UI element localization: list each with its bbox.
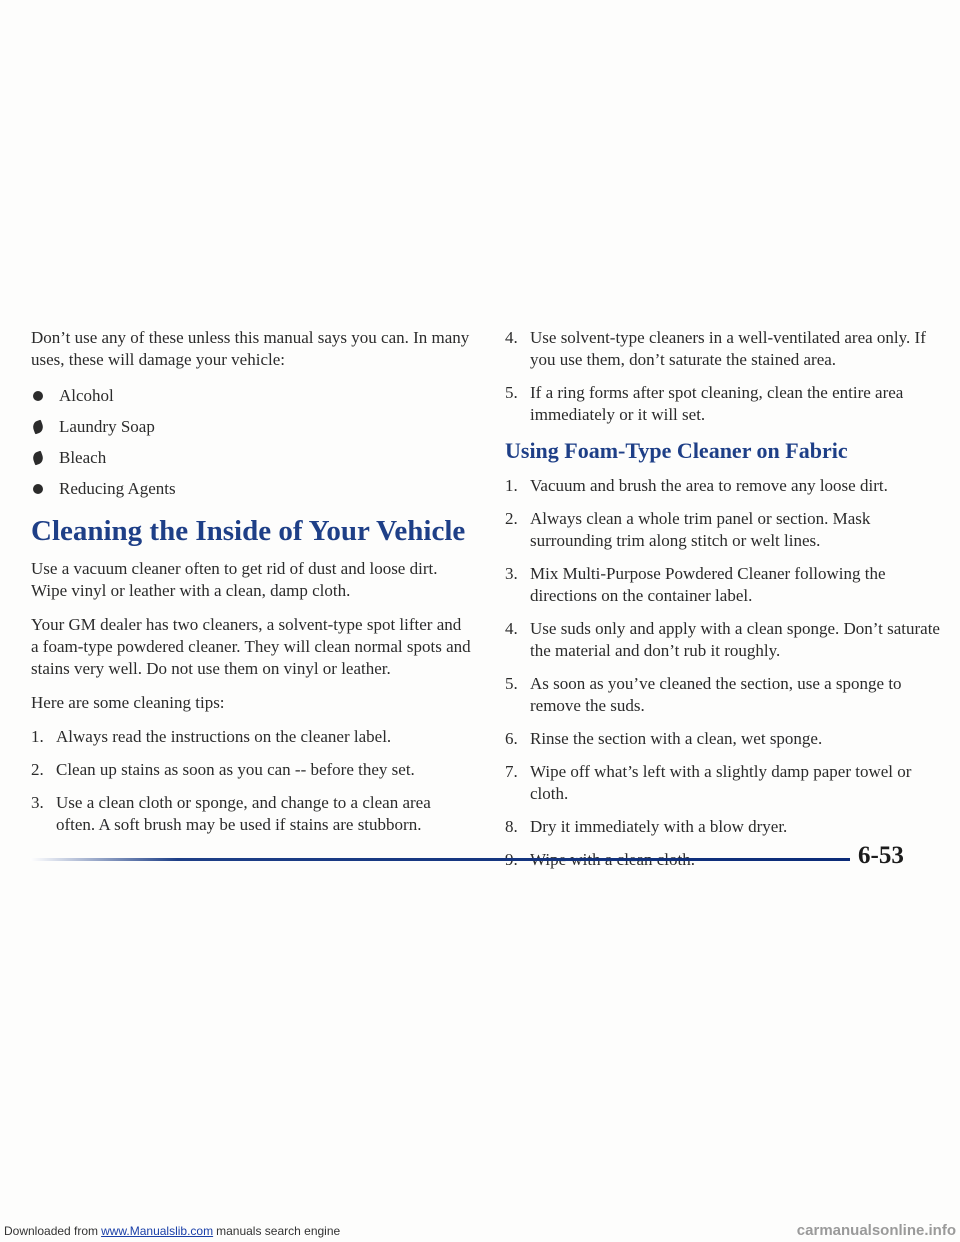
list-item: Laundry Soap [31, 416, 471, 438]
footer-rule [30, 858, 850, 861]
list-item: 2. Always clean a whole trim panel or section. Mask surrounding trim along stitch or welt lines. [505, 509, 871, 550]
section-heading-foam: Using Foam-Type Cleaner on Fabric [505, 438, 848, 463]
bullet-icon [33, 484, 43, 494]
foam-cleaner-steps [505, 475, 940, 871]
list-item: 7. Wipe off what’s left with a slightly damp paper towel or cloth. [505, 762, 912, 803]
footer-prefix: Downloaded from [4, 1224, 99, 1238]
paragraph-tips: Here are some cleaning tips: [31, 693, 225, 712]
section-heading-inside: Cleaning the Inside of Your Vehicle [31, 515, 466, 547]
list-item: 5. As soon as you’ve cleaned the section, use a sponge to remove the suds. [505, 674, 902, 715]
paragraph-vacuum: Use a vacuum cleaner often to get rid of dust and loose dirt. Wipe vinyl or leather with a clean, damp cloth. [31, 559, 438, 600]
cleaning-tips-list [31, 726, 471, 836]
list-item: 5. If a ring forms after spot cleaning, clean the entire area immediately or it will set. [505, 383, 904, 424]
bullet-icon [33, 391, 43, 401]
paragraph-dealer: Your GM dealer has two cleaners, a solvent-type spot lifter and a foam-type powdered cleaner. They will clean normal spots and stains very well. Do not use them on vinyl or leather. [31, 615, 471, 678]
list-item: 2. Clean up stains as soon as you can -- before they set. [31, 760, 415, 779]
list-item: Alcohol [31, 385, 471, 407]
bullet-icon [31, 451, 45, 466]
bullet-icon [31, 420, 45, 435]
list-item: 1. Always read the instructions on the cleaner label. [31, 727, 392, 746]
page-number: 6-53 [858, 842, 904, 869]
list-item: 4. Use suds only and apply with a clean sponge. Don’t saturate the material and don’t rub it roughly. [505, 619, 940, 660]
cleaning-tips-list-continued [505, 327, 940, 426]
list-item: 1. Vacuum and brush the area to remove any loose dirt. [505, 476, 888, 495]
list-item: 8. Dry it immediately with a blow dryer. [505, 817, 788, 836]
list-item: 3. Mix Multi-Purpose Powdered Cleaner following the directions on the container label. [505, 564, 886, 605]
list-item: Reducing Agents [31, 478, 471, 500]
damage-agents-list [31, 385, 471, 500]
right-column [505, 327, 940, 882]
left-column [31, 327, 471, 847]
manualslib-link[interactable]: www.Manualslib.com [101, 1224, 214, 1238]
footer-suffix: manuals search engine [216, 1224, 341, 1238]
list-item: 3. Use a clean cloth or sponge, and change to a clean area often. A soft brush may be used if stains are stubborn. [31, 793, 431, 834]
list-item: 4. Use solvent-type cleaners in a well-ventilated area only. If you use them, don’t saturate the stained area. [505, 328, 926, 369]
list-item: 6. Rinse the section with a clean, wet sponge. [505, 729, 823, 748]
watermark: carmanualsonline.info [796, 1222, 956, 1239]
intro-text: Don’t use any of these unless this manual says you can. In many uses, these will damage your vehicle: [31, 328, 470, 369]
list-item: Bleach [31, 447, 471, 469]
